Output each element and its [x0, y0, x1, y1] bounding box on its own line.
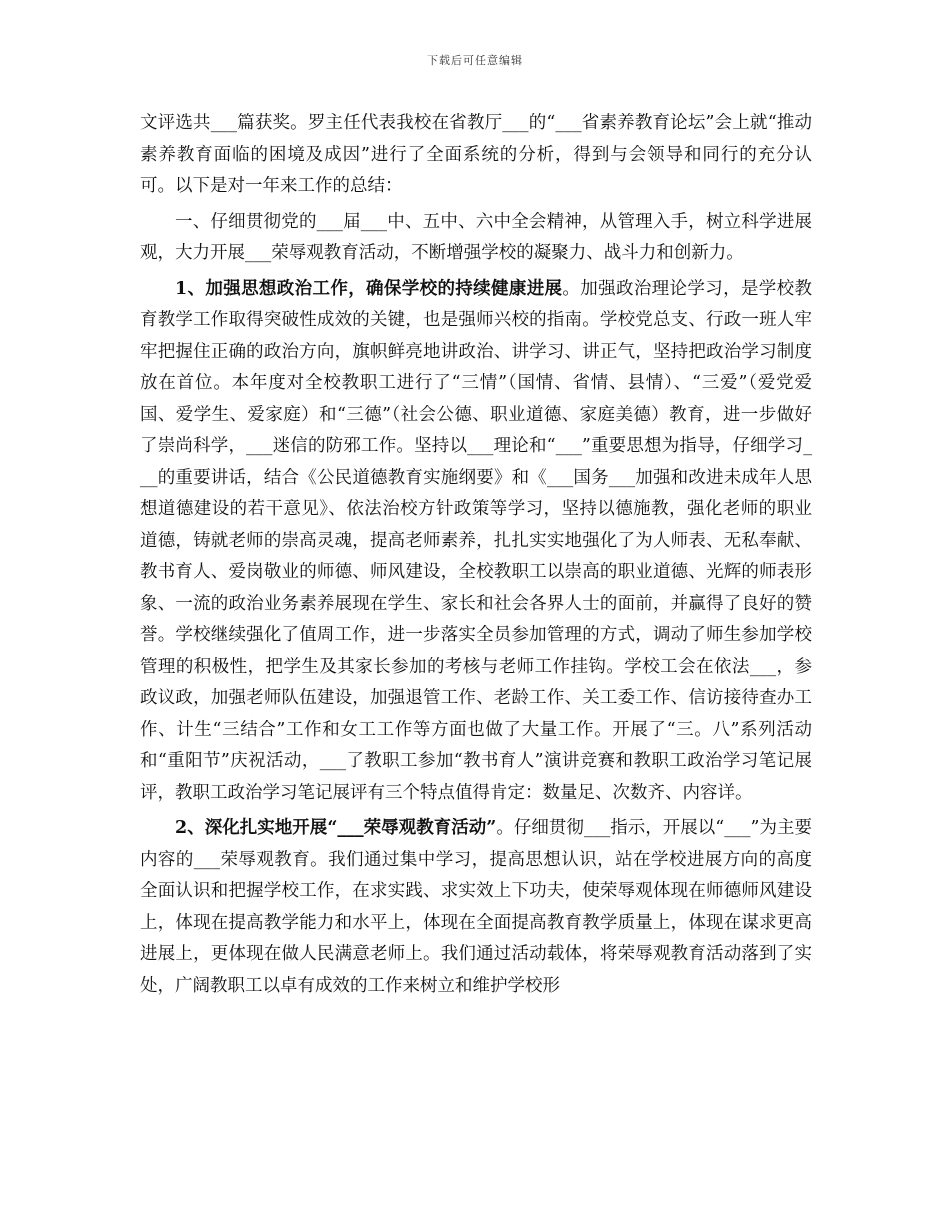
item-one-heading: 1、加强思想政治工作，确保学校的持续健康进展 [175, 278, 563, 299]
document-body [140, 108, 812, 1006]
item-two-heading: 2、深化扎实地开展“___荣辱观教育活动” [175, 818, 497, 838]
item-one-body: 。加强政治理论学习，是学校教育教学工作取得突破性成效的关键，也是强师兴校的指南。学校党总支、行政一班人牢牢把握住正确的政治方向，旗帜鲜亮地讲政治、讲学习、讲正气，坚持把政治学习制度放在首位。本年度对全校教职工进行了“三情”（国情、省情、县情）、“三爱”（爱党爱国、爱学生、爱家庭）和“三德”（社会公德、职业道德、家庭美德）教育，进一步做好了崇尚科学，___迷信的防邪工作。坚持以___理论和“___”重要思想为指导，仔细学习___的重要讲话，结合《公民道德教育实施纲要》和《___国务___加强和改进未成年人思想道德建设的若干意见》、依法治校方针政策等学习，坚持以德施教，强化老师的职业道德，铸就老师的崇高灵魂，提高老师素养，扎扎实实地强化了为人师表、无私奉献、教书育人、爱岗敬业的师德、师风建设，全校教职工以崇高的职业道德、光辉的师表形象、一流的政治业务素养展现在学生、家长和社会各界人士的面前，并赢得了良好的赞誉。学校继续强化了值周工作，进一步落实全员参加管理的方式，调动了师生参加学校管理的积极性，把学生及其家长参加的考核与老师工作挂钩。学校工会在依法___，参政议政，加强老师队伍建设，加强退管工作、老龄工作、关工委工作、信访接待查办工作、计生“三结合”工作和女工工作等方面也做了大量工作。开展了“三。八”系列活动和“重阳节”庆祝活动，___了教职工参加“教书育人”演讲竞赛和教职工政治学习笔记展评，教职工政治学习笔记展评有三个特点值得肯定：数量足、次数齐、内容详。 [140, 278, 812, 803]
paragraph-section-one: 一、仔细贯彻党的___届___中、五中、六中全会精神，从管理入手，树立科学进展观，大力开展___荣辱观教育活动，不断增强学校的凝聚力、战斗力和创新力。 [140, 211, 812, 263]
item-two-body: 。仔细贯彻___指示，开展以“___”为主要内容的___荣辱观教育。我们通过集中学习，提高思想认识，站在学校进展方向的高度全面认识和把握学校工作，在求实践、求实效上下功夫，使荣辱观体现在师德师风建设上，体现在提高教学能力和水平上，体现在全面提高教育教学质量上，体现在谋求更高进展上，更体现在做人民满意老师上。我们通过活动载体，将荣辱观教育活动落到了实处，广阔教职工以卓有成效的工作来树立和维护学校形 [140, 818, 812, 996]
page-header: 下载后可任意编辑 [427, 54, 523, 67]
paragraph-continuation: 文评选共___篇获奖。罗主任代表我校在省教厅___的“___省素养教育论坛”会上就“推动素养教育面临的困境及成因”进行了全面系统的分析，得到与会领导和同行的充分认可。以下是对一年来工作的总结： [140, 113, 812, 196]
paragraph-item-two [140, 813, 812, 1002]
paragraph-item-one [140, 274, 812, 810]
